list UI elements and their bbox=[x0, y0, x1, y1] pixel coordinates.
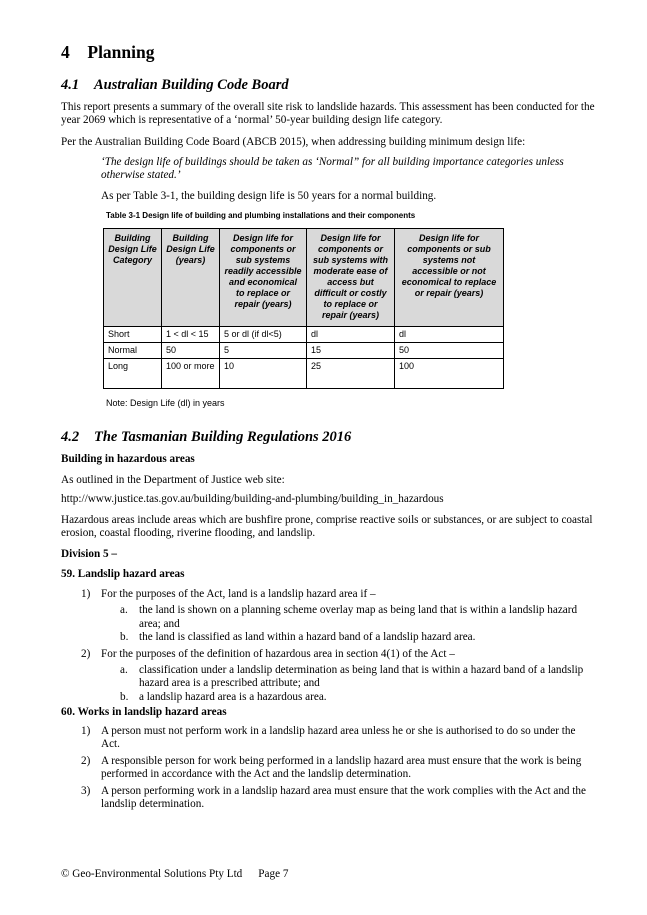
table-header-cell: Design life for components or sub systems not accessible or not economical to replace or repair (years) bbox=[395, 229, 504, 327]
section-title: Planning bbox=[87, 42, 155, 62]
table-note: Note: Design Life (dl) in years bbox=[106, 398, 225, 408]
list-item bbox=[61, 588, 595, 601]
subsection-heading-4-1 bbox=[61, 77, 289, 94]
paragraph-abcb: Per the Australian Building Code Board (ABCB 2015), when addressing building minimum design life: bbox=[61, 136, 526, 148]
paragraph-table-ref: As per Table 3-1, the building design life is 50 years for a normal building. bbox=[101, 190, 437, 202]
subsection-number: 4.2 bbox=[61, 429, 80, 445]
list-item-text: For the purposes of the Act, land is a landslip hazard area if – bbox=[101, 588, 376, 600]
page-footer bbox=[61, 868, 288, 881]
list-marker: 2) bbox=[81, 647, 91, 660]
design-life-quote: ‘The design life of buildings should be taken as ‘Normal” for all building importance categories unless otherwise stated.’ bbox=[101, 156, 564, 182]
list-marker: a. bbox=[120, 604, 128, 617]
table-cell: 50 bbox=[162, 343, 220, 359]
sub-list-item bbox=[61, 691, 595, 704]
list-marker: 1) bbox=[81, 725, 91, 737]
table-row bbox=[104, 343, 504, 359]
table-row bbox=[104, 327, 504, 343]
subsection-title: Australian Building Code Board bbox=[94, 77, 289, 93]
table-cell: 100 bbox=[395, 359, 504, 389]
division-heading: Division 5 – bbox=[61, 548, 117, 560]
table-cell: 25 bbox=[307, 359, 395, 389]
table-header-row bbox=[104, 229, 504, 327]
paragraph-hazard-areas: Hazardous areas include areas which are bushfire prone, comprise reactive soils or substances, or are subject to coastal erosion, coastal flooding, riverine flooding, and landslip. bbox=[61, 514, 593, 540]
table-caption: Table 3-1 Design life of building and plumbing installations and their components bbox=[106, 211, 416, 220]
list-marker: b. bbox=[120, 690, 129, 703]
table-header-cell: Design life for components or sub systems with moderate ease of access but difficult or costly to replace or repair (years) bbox=[307, 229, 395, 327]
sub-list-item bbox=[61, 604, 595, 631]
design-life-table bbox=[103, 228, 504, 389]
justice-url: http://www.justice.tas.gov.au/building/building-and-plumbing/building_in_hazardous bbox=[61, 493, 444, 505]
table-cell: dl bbox=[395, 327, 504, 343]
list-item-text: the land is shown on a planning scheme overlay map as being land that is within a landslip hazard area; and bbox=[139, 604, 578, 630]
list-item bbox=[61, 755, 595, 782]
list-item-text: A person performing work in a landslip hazard area must ensure that the work complies with the Act and the landslip determination. bbox=[101, 784, 586, 811]
list-marker: b. bbox=[120, 631, 129, 644]
subsection-number: 4.1 bbox=[61, 77, 80, 93]
table-cell: Normal bbox=[104, 343, 162, 359]
sub-list-item bbox=[61, 631, 595, 644]
subsection-heading-4-2 bbox=[61, 429, 351, 446]
regulation-59-list bbox=[61, 588, 595, 704]
sub-list-item bbox=[61, 664, 595, 691]
table-header-cell: Building Design Life (years) bbox=[162, 229, 220, 327]
table-cell: 5 or dl (if dl<5) bbox=[220, 327, 307, 343]
list-item bbox=[61, 785, 595, 812]
subsection-title: The Tasmanian Building Regulations 2016 bbox=[94, 429, 352, 445]
table-cell: 1 < dl < 15 bbox=[162, 327, 220, 343]
list-marker: 3) bbox=[81, 784, 91, 797]
footer-page-number: Page 7 bbox=[258, 868, 289, 880]
list-marker: 2) bbox=[81, 754, 91, 767]
table-header-cell: Building Design Life Category bbox=[104, 229, 162, 327]
subheading-hazardous-areas: Building in hazardous areas bbox=[61, 453, 195, 465]
list-marker: a. bbox=[120, 664, 128, 677]
table-cell: dl bbox=[307, 327, 395, 343]
regulation-59-heading: 59. Landslip hazard areas bbox=[61, 568, 185, 580]
list-item-text: a landslip hazard area is a hazardous area. bbox=[139, 690, 327, 703]
table-cell: Long bbox=[104, 359, 162, 389]
list-item-text: classification under a landslip determination as being land that is within a hazard band of a landslip hazard area is a prescribed attribute; and bbox=[139, 664, 584, 690]
list-item-text: A responsible person for work being performed in a landslip hazard area must ensure that the work is being performed in accordance with the Act and the landslip determination. bbox=[101, 754, 582, 781]
list-item-text: For the purposes of the definition of hazardous area in section 4(1) of the Act – bbox=[101, 647, 455, 660]
regulation-60-list bbox=[61, 725, 595, 814]
table-cell: Short bbox=[104, 327, 162, 343]
list-marker: 1) bbox=[81, 588, 91, 600]
section-number: 4 bbox=[61, 42, 70, 62]
list-item-text: the land is classified as land within a hazard band of a landslip hazard area. bbox=[139, 631, 476, 644]
list-item bbox=[61, 648, 595, 661]
table-cell: 15 bbox=[307, 343, 395, 359]
paragraph-outline: As outlined in the Department of Justice web site: bbox=[61, 474, 285, 486]
list-item-text: A person must not perform work in a landslip hazard area unless he or she is authorised to do so under the Act. bbox=[101, 725, 576, 751]
section-heading bbox=[61, 42, 155, 62]
list-item bbox=[61, 725, 595, 752]
table-header-cell: Design life for components or sub systems readily accessible and economical to replace or repair (years) bbox=[220, 229, 307, 327]
table-cell: 100 or more bbox=[162, 359, 220, 389]
table-cell: 10 bbox=[220, 359, 307, 389]
footer-copyright: © Geo-Environmental Solutions Pty Ltd bbox=[61, 868, 243, 880]
table-cell: 50 bbox=[395, 343, 504, 359]
table-row bbox=[104, 359, 504, 389]
regulation-60-heading: 60. Works in landslip hazard areas bbox=[61, 706, 227, 718]
table-cell: 5 bbox=[220, 343, 307, 359]
paragraph-summary: This report presents a summary of the overall site risk to landslide hazards. This assessment has been conducted for the year 2069 which is representative of a ‘normal’ 50-year building design life category. bbox=[61, 101, 595, 127]
